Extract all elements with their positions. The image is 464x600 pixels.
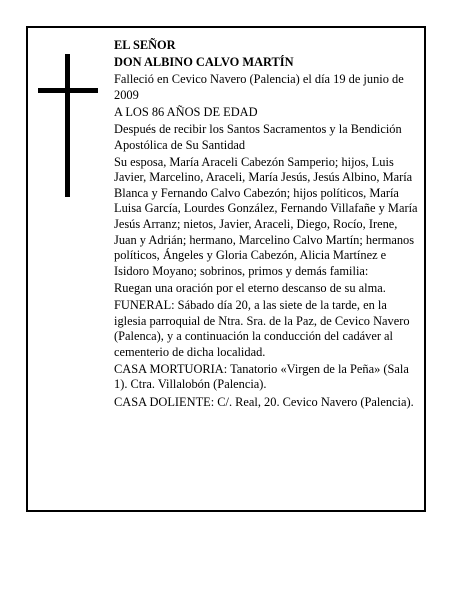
- age-line: A LOS 86 AÑOS DE EDAD: [114, 104, 258, 119]
- prayer-request: Ruegan una oración por el eterno descanso de su alma.: [114, 280, 386, 295]
- cross-vertical-bar: [65, 54, 70, 197]
- family-list: Su esposa, María Araceli Cabezón Samperio; hijos, Luis Javier, Marcelino, Araceli, María Jesús, Jesús Albino, María Blanca y Fernando Calvo Cabezón; hijos políticos, María Luisa García, Lourdes González, Fernando Villafañe y María Jesús Arranz; nietos, Javier, Araceli, Diego, Rocío, Irene, Juan y Adrián; hermano, Marcelino Calvo Martín; hermanos políticos, Ángeles y Gloria Cabezón, Alicia Martínez e Isidoro Moyano; sobrinos, primos y demás familia:: [114, 154, 418, 278]
- mourning-house-info: CASA DOLIENTE: C/. Real, 20. Cevico Navero (Palencia).: [114, 394, 414, 409]
- funeral-info: FUNERAL: Sábado día 20, a las siete de la tarde, en la iglesia parroquial de Ntra. Sra. de la Paz, de Cevico Navero (Palenca), y a continuación la conducción del cadáver al cementerio de dicha localidad.: [114, 298, 410, 359]
- deceased-name: DON ALBINO CALVO MARTÍN: [114, 55, 294, 70]
- obituary-title: EL SEÑOR: [114, 38, 176, 52]
- mortuary-info: CASA MORTUORIA: Tanatorio «Virgen de la Peña» (Sala 1). Ctra. Villalobón (Palencia).: [114, 361, 409, 392]
- obituary-text-block: [114, 38, 420, 412]
- death-info: Falleció en Cevico Navero (Palencia) el día 19 de junio de 2009: [114, 72, 404, 102]
- cross-horizontal-bar: [38, 88, 98, 93]
- cross-icon: [38, 54, 98, 197]
- sacraments-line: Después de recibir los Santos Sacramentos y la Bendición Apostólica de Su Santidad: [114, 121, 402, 152]
